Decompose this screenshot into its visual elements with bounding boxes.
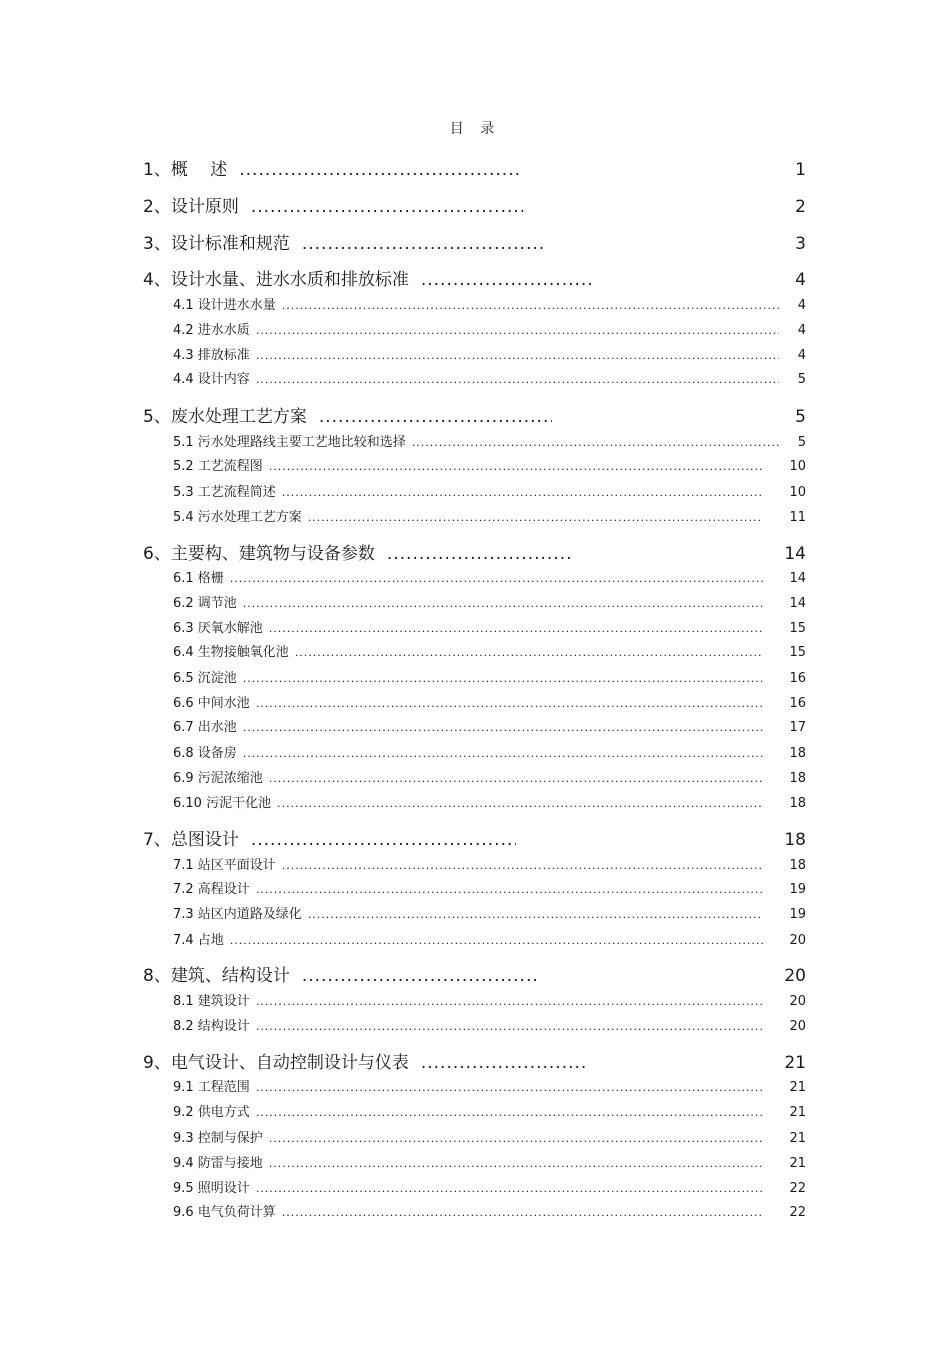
toc-page-number: 14: [789, 571, 806, 586]
toc-leader-dots: [282, 299, 779, 312]
toc-entry-label: 4.1 设计进水水量: [173, 298, 276, 313]
toc-entry-label: 6.2 调节池: [173, 596, 237, 611]
toc-page-number: 3: [795, 234, 806, 254]
toc-leader-dots: [256, 1020, 764, 1033]
toc-leader-dots: [387, 544, 573, 564]
toc-section-entry[interactable]: [173, 1127, 806, 1146]
toc-page-number: 21: [789, 1080, 806, 1095]
toc-page-number: 14: [784, 544, 806, 564]
toc-title: 目 录: [449, 121, 501, 137]
toc-entry-label: 6.7 出水池: [173, 720, 237, 735]
toc-page-number: 4: [797, 348, 806, 363]
toc-section-entry[interactable]: [173, 716, 806, 735]
toc-page-number: 4: [795, 270, 806, 290]
toc-page-number: 20: [789, 994, 806, 1009]
toc-entry-label: 9.1 工程范围: [173, 1080, 250, 1095]
toc-page-number: 5: [795, 407, 806, 427]
toc-entry-label: 6、主要构、建筑物与设备参数: [143, 544, 375, 564]
toc-chapter-entry[interactable]: [143, 961, 806, 986]
toc-page-number: 20: [789, 1019, 806, 1034]
toc-page-number: 18: [784, 830, 806, 850]
toc-section-entry[interactable]: [173, 792, 806, 811]
toc-page-number: 10: [789, 459, 806, 474]
toc-leader-dots: [277, 797, 763, 810]
toc-leader-dots: [269, 1132, 764, 1145]
toc-entry-label: 4.3 排放标准: [173, 348, 250, 363]
toc-page-number: 20: [784, 966, 806, 986]
toc-chapter-entry[interactable]: [143, 229, 806, 254]
toc-entry-label: 4.4 设计内容: [173, 372, 250, 387]
toc-section-entry[interactable]: [173, 854, 806, 873]
toc-leader-dots: [243, 721, 764, 734]
toc-page-number: 17: [789, 720, 806, 735]
toc-section-entry[interactable]: [173, 1177, 806, 1196]
toc-page-number: 11: [789, 510, 806, 525]
toc-entry-label: 6.6 中间水池: [173, 696, 250, 711]
toc-leader-dots: [282, 859, 764, 872]
toc-leader-dots: [256, 349, 779, 362]
toc-section-entry[interactable]: [173, 506, 806, 525]
toc-section-entry[interactable]: [173, 431, 806, 450]
toc-entry-label: 1、概 述: [143, 160, 228, 180]
toc-entry-label: 5.2 工艺流程图: [173, 459, 263, 474]
toc-entry-label: 6.1 格栅: [173, 571, 224, 586]
toc-page-number: 21: [789, 1156, 806, 1171]
toc-leader-dots: [295, 646, 764, 659]
toc-entry-label: 9.4 防雷与接地: [173, 1156, 263, 1171]
toc-entry-label: 9、电气设计、自动控制设计与仪表: [143, 1053, 409, 1073]
toc-entry-label: 6.10 污泥干化池: [173, 796, 272, 811]
toc-leader-dots: [269, 1157, 764, 1170]
toc-leader-dots: [302, 234, 545, 254]
toc-leader-dots: [421, 270, 593, 290]
toc-entry-label: 4.2 进水水质: [173, 323, 250, 338]
toc-entry-label: 9.2 供电方式: [173, 1105, 250, 1120]
toc-leader-dots: [239, 160, 521, 180]
toc-page-number: 2: [795, 197, 806, 217]
toc-leader-dots: [319, 407, 552, 427]
toc-section-entry[interactable]: [173, 1152, 806, 1171]
toc-section-entry[interactable]: [173, 667, 806, 686]
toc-page-number: 4: [797, 298, 806, 313]
toc-entry-label: 9.3 控制与保护: [173, 1131, 263, 1146]
toc-page-number: 22: [789, 1205, 806, 1220]
toc-chapter-entry[interactable]: [143, 539, 806, 564]
toc-entry-label: 2、设计原则: [143, 197, 239, 217]
toc-leader-dots: [243, 672, 764, 685]
toc-section-entry[interactable]: [173, 641, 806, 660]
toc-leader-dots: [269, 772, 764, 785]
toc-section-entry[interactable]: [173, 567, 806, 586]
toc-page-number: 15: [789, 621, 806, 636]
toc-chapter-entry[interactable]: [143, 155, 806, 180]
toc-section-entry[interactable]: [173, 1076, 806, 1095]
toc-page-number: 5: [797, 435, 806, 450]
toc-entry-label: 6.4 生物接触氧化池: [173, 645, 289, 660]
toc-entry-label: 5、废水处理工艺方案: [143, 407, 307, 427]
toc-leader-dots: [256, 1081, 764, 1094]
toc-section-entry[interactable]: [173, 368, 806, 387]
toc-leader-dots: [230, 934, 764, 947]
toc-entry-label: 8.1 建筑设计: [173, 994, 250, 1009]
toc-entry-label: 8、建筑、结构设计: [143, 966, 290, 986]
toc-page-number: 21: [789, 1105, 806, 1120]
toc-leader-dots: [269, 460, 764, 473]
toc-page-number: 19: [789, 882, 806, 897]
toc-chapter-entry[interactable]: [143, 265, 806, 290]
toc-section-entry[interactable]: [173, 294, 806, 313]
toc-entry-label: 9.6 电气负荷计算: [173, 1205, 276, 1220]
toc-entry-label: 7.1 站区平面设计: [173, 858, 276, 873]
toc-entry-label: 5.3 工艺流程简述: [173, 485, 276, 500]
toc-page-number: 18: [789, 858, 806, 873]
toc-section-entry[interactable]: [173, 742, 806, 761]
toc-entry-label: 5.1 污水处理路线主要工艺地比较和选择: [173, 435, 406, 450]
toc-page-number: 1: [795, 160, 806, 180]
toc-entry-label: 7.2 高程设计: [173, 882, 250, 897]
toc-leader-dots: [256, 324, 779, 337]
toc-page-number: 20: [789, 933, 806, 948]
toc-page-number: 18: [789, 746, 806, 761]
toc-entry-label: 6.9 污泥浓缩池: [173, 771, 263, 786]
toc-section-entry[interactable]: [173, 481, 806, 500]
toc-leader-dots: [251, 830, 516, 850]
toc-section-entry[interactable]: [173, 455, 806, 474]
toc-leader-dots: [256, 1106, 764, 1119]
toc-section-entry[interactable]: [173, 319, 806, 338]
toc-leader-dots: [282, 1206, 764, 1219]
toc-leader-dots: [308, 511, 764, 524]
toc-leader-dots: [302, 966, 540, 986]
toc-leader-dots: [243, 747, 764, 760]
toc-leader-dots: [256, 1182, 764, 1195]
toc-entry-label: 6.5 沉淀池: [173, 671, 237, 686]
toc-section-entry[interactable]: [173, 1201, 806, 1220]
toc-section-entry[interactable]: [173, 617, 806, 636]
toc-leader-dots: [251, 197, 523, 217]
toc-leader-dots: [243, 597, 764, 610]
toc-entry-label: 7.3 站区内道路及绿化: [173, 907, 302, 922]
toc-entry-label: 7、总图设计: [143, 830, 239, 850]
toc-section-entry[interactable]: [173, 692, 806, 711]
toc-leader-dots: [256, 373, 779, 386]
toc-entry-label: 3、设计标准和规范: [143, 234, 290, 254]
toc-entry-label: 6.3 厌氧水解池: [173, 621, 263, 636]
toc-leader-dots: [256, 697, 764, 710]
toc-section-entry[interactable]: [173, 990, 806, 1009]
toc-leader-dots: [412, 436, 779, 449]
toc-entry-label: 4、设计水量、进水水质和排放标准: [143, 270, 409, 290]
toc-page-number: 10: [789, 485, 806, 500]
toc-entry-label: 6.8 设备房: [173, 746, 237, 761]
toc-page-number: 16: [789, 671, 806, 686]
toc-section-entry[interactable]: [173, 1101, 806, 1120]
toc-entry-label: 8.2 结构设计: [173, 1019, 250, 1034]
toc-section-entry[interactable]: [173, 903, 806, 922]
toc-leader-dots: [308, 908, 764, 921]
toc-page-number: 16: [789, 696, 806, 711]
toc-section-entry[interactable]: [173, 767, 806, 786]
toc-section-entry[interactable]: [173, 1015, 806, 1034]
toc-page-number: 4: [797, 323, 806, 338]
toc-page-number: 5: [797, 372, 806, 387]
toc-page-number: 18: [789, 796, 806, 811]
toc-leader-dots: [230, 572, 764, 585]
toc-page-number: 21: [789, 1131, 806, 1146]
toc-leader-dots: [282, 486, 764, 499]
toc-entry-label: 5.4 污水处理工艺方案: [173, 510, 302, 525]
toc-page-number: 21: [784, 1053, 806, 1073]
toc-entry-label: 9.5 照明设计: [173, 1181, 250, 1196]
toc-entry-label: 7.4 占地: [173, 933, 224, 948]
toc-section-entry[interactable]: [173, 929, 806, 948]
toc-page-number: 22: [789, 1181, 806, 1196]
toc-chapter-entry[interactable]: [143, 192, 806, 217]
toc-chapter-entry[interactable]: [143, 1048, 806, 1073]
toc-leader-dots: [421, 1053, 589, 1073]
toc-page-number: 15: [789, 645, 806, 660]
toc-section-entry[interactable]: [173, 344, 806, 363]
toc-leader-dots: [256, 995, 764, 1008]
toc-leader-dots: [269, 622, 764, 635]
toc-chapter-entry[interactable]: [143, 825, 806, 850]
toc-chapter-entry[interactable]: [143, 402, 806, 427]
toc-page-number: 14: [789, 596, 806, 611]
toc-page-number: 18: [789, 771, 806, 786]
toc-leader-dots: [256, 883, 764, 896]
toc-section-entry[interactable]: [173, 592, 806, 611]
toc-page-number: 19: [789, 907, 806, 922]
toc-section-entry[interactable]: [173, 878, 806, 897]
